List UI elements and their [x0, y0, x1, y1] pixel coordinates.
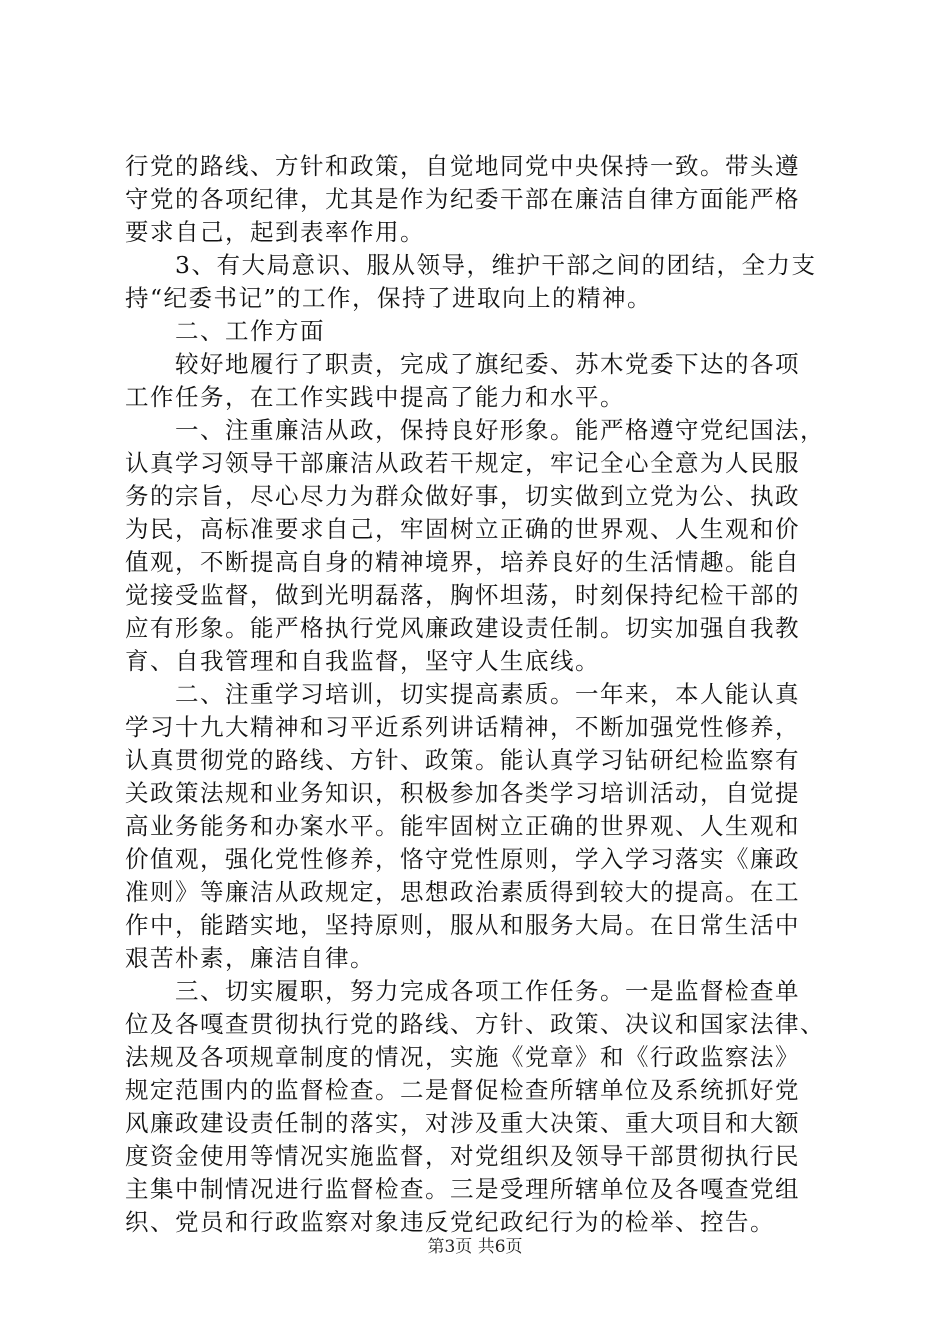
text-line: 度资金使用等情况实施监督，对党组织及领导干部贯彻执行民 — [125, 1142, 800, 1170]
text-line: 价值观，强化党性修养，恪守党性原则，学入学习落实《廉政 — [125, 845, 800, 873]
text-line: 法规及各项规章制度的情况，实施《党章》和《行政监察法》 — [125, 1043, 800, 1071]
text-line: 为民，高标准要求自己，牢固树立正确的世界观、人生观和价 — [125, 515, 800, 543]
text-line: 关政策法规和业务知识，积极参加各类学习培训活动，自觉提 — [125, 779, 800, 807]
text-line: 认真学习领导干部廉洁从政若干规定，牢记全心全意为人民服 — [125, 449, 800, 477]
text-line: 育、自我管理和自我监督，坚守人生底线。 — [125, 647, 600, 675]
text-line: 值观，不断提高自身的精神境界，培养良好的生活情趣。能自 — [125, 548, 800, 576]
text-line: 作中，能踏实地，坚持原则，服从和服务大局。在日常生活中 — [125, 911, 800, 939]
text-line: 二、注重学习培训，切实提高素质。一年来，本人能认真 — [125, 680, 800, 708]
text-line: 要求自己，起到表率作用。 — [125, 218, 425, 246]
text-line: 较好地履行了职责，完成了旗纪委、苏木党委下达的各项 — [125, 350, 800, 378]
page-footer: 第3页 共6页 — [427, 1237, 523, 1257]
text-line: 3、有大局意识、服从领导，维护干部之间的团结，全力支 — [125, 251, 817, 279]
text-line: 守党的各项纪律，尤其是作为纪委干部在廉洁自律方面能严格 — [125, 185, 800, 213]
text-line: 织、党员和行政监察对象违反党纪政纪行为的检举、控告。 — [125, 1208, 775, 1236]
text-line: 务的宗旨，尽心尽力为群众做好事，切实做到立党为公、执政 — [125, 482, 800, 510]
text-line: 规定范围内的监督检查。二是督促检查所辖单位及系统抓好党 — [125, 1076, 800, 1104]
text-line: 觉接受监督，做到光明磊落，胸怀坦荡，时刻保持纪检干部的 — [125, 581, 800, 609]
text-line: 高业务能务和办案水平。能牢固树立正确的世界观、人生观和 — [125, 812, 800, 840]
text-line: 应有形象。能严格执行党风廉政建设责任制。切实加强自我教 — [125, 614, 800, 642]
text-line: 位及各嘎查贯彻执行党的路线、方针、政策、决议和国家法律、 — [125, 1010, 825, 1038]
text-line: 行党的路线、方针和政策，自觉地同党中央保持一致。带头遵 — [125, 152, 800, 180]
text-line: 一、注重廉洁从政，保持良好形象。能严格遵守党纪国法， — [125, 416, 825, 444]
text-line: 主集中制情况进行监督检查。三是受理所辖单位及各嘎查党组 — [125, 1175, 800, 1203]
text-line: 三、切实履职，努力完成各项工作任务。一是监督检查单 — [125, 977, 800, 1005]
text-line: 学习十九大精神和习平近系列讲话精神，不断加强党性修养， — [125, 713, 800, 741]
document-body — [125, 150, 837, 1239]
text-line: 艰苦朴素，廉洁自律。 — [125, 944, 375, 972]
text-line: 二、工作方面 — [125, 317, 325, 345]
text-line: 风廉政建设责任制的落实，对涉及重大决策、重大项目和大额 — [125, 1109, 800, 1137]
text-line: 准则》等廉洁从政规定，思想政治素质得到较大的提高。在工 — [125, 878, 800, 906]
text-line: 持“纪委书记”的工作，保持了进取向上的精神。 — [125, 284, 653, 312]
text-line: 认真贯彻党的路线、方针、政策。能认真学习钻研纪检监察有 — [125, 746, 800, 774]
text-line: 工作任务，在工作实践中提高了能力和水平。 — [125, 383, 625, 411]
